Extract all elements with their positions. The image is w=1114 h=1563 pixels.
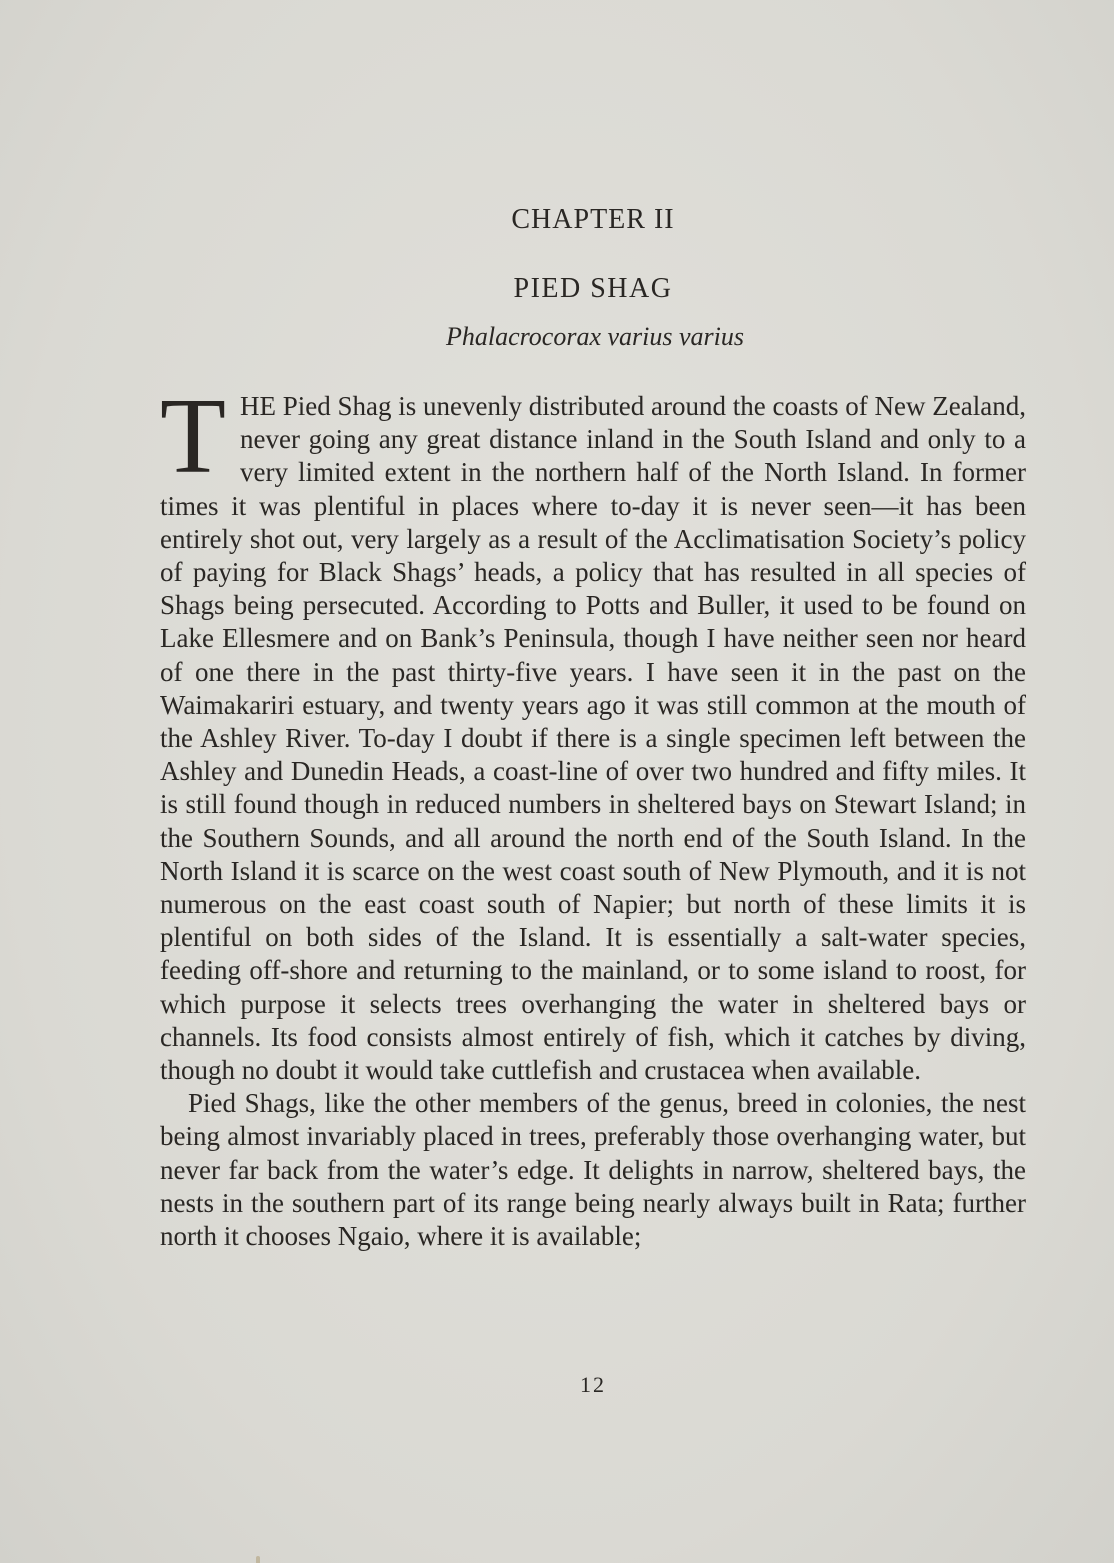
paragraph-1 [160, 377, 1026, 1087]
paper-speck [256, 1556, 260, 1563]
chapter-title: PIED SHAG [513, 273, 673, 304]
paragraph-2: Pied Shags, like the other members of the genus, breed in colonies, the nest being almost invariably placed in trees, preferably those overhanging water, but never far back from the water’s edge. It delights in narrow, sheltered bays, the nests in the southern part of its range being nearly always built in Rata; further north it chooses Ngaio, where it is available; [160, 1088, 1026, 1252]
scientific-name: Phalacrocorax varius varius [446, 322, 744, 351]
page-number: 12 [580, 1372, 606, 1397]
drop-cap: T [160, 377, 226, 496]
paragraph-1-text: HE Pied Shag is unevenly distributed around the coasts of New Zealand, never going any great distance inland in the South Island and only to a very limited extent in the northern half of the North Island. In former times it was plentiful in places where to-day it is never seen—it has been entirely shot out, very largely as a result of the Acclimatisation Society’s policy of paying for Black Shags’ heads, a policy that has resulted in all species of Shags being persecuted. According to Potts and Buller, it used to be found on Lake Ellesmere and on Bank’s Peninsula, though I have neither seen nor heard of one there in the past thirty-five years. I have seen it in the past on the Waimakariri estuary, and twenty years ago it was still common at the mouth of the Ashley River. To-day I doubt if there is a single specimen left between the Ashley and Dunedin Heads, a coast-line of over two hundred and fifty miles. It is still found though in reduced numbers in sheltered bays on Stewart Island; in the Southern Sounds, and all around the north end of the South Island. In the North Island it is scarce on the west coast south of New Plymouth, and it is not numerous on the east coast south of Napier; but north of these limits it is plentiful on both sides of the Island. It is essentially a salt-water species, feeding off-shore and returning to the mainland, or to some island to roost, for which purpose it selects trees overhanging the water in sheltered bays or channels. Its food consists almost entirely of fish, which it catches by diving, though no doubt it would take cuttlefish and crustacea when available. [160, 391, 1026, 1086]
body-text [160, 377, 1026, 1253]
chapter-heading: CHAPTER II [511, 204, 675, 235]
